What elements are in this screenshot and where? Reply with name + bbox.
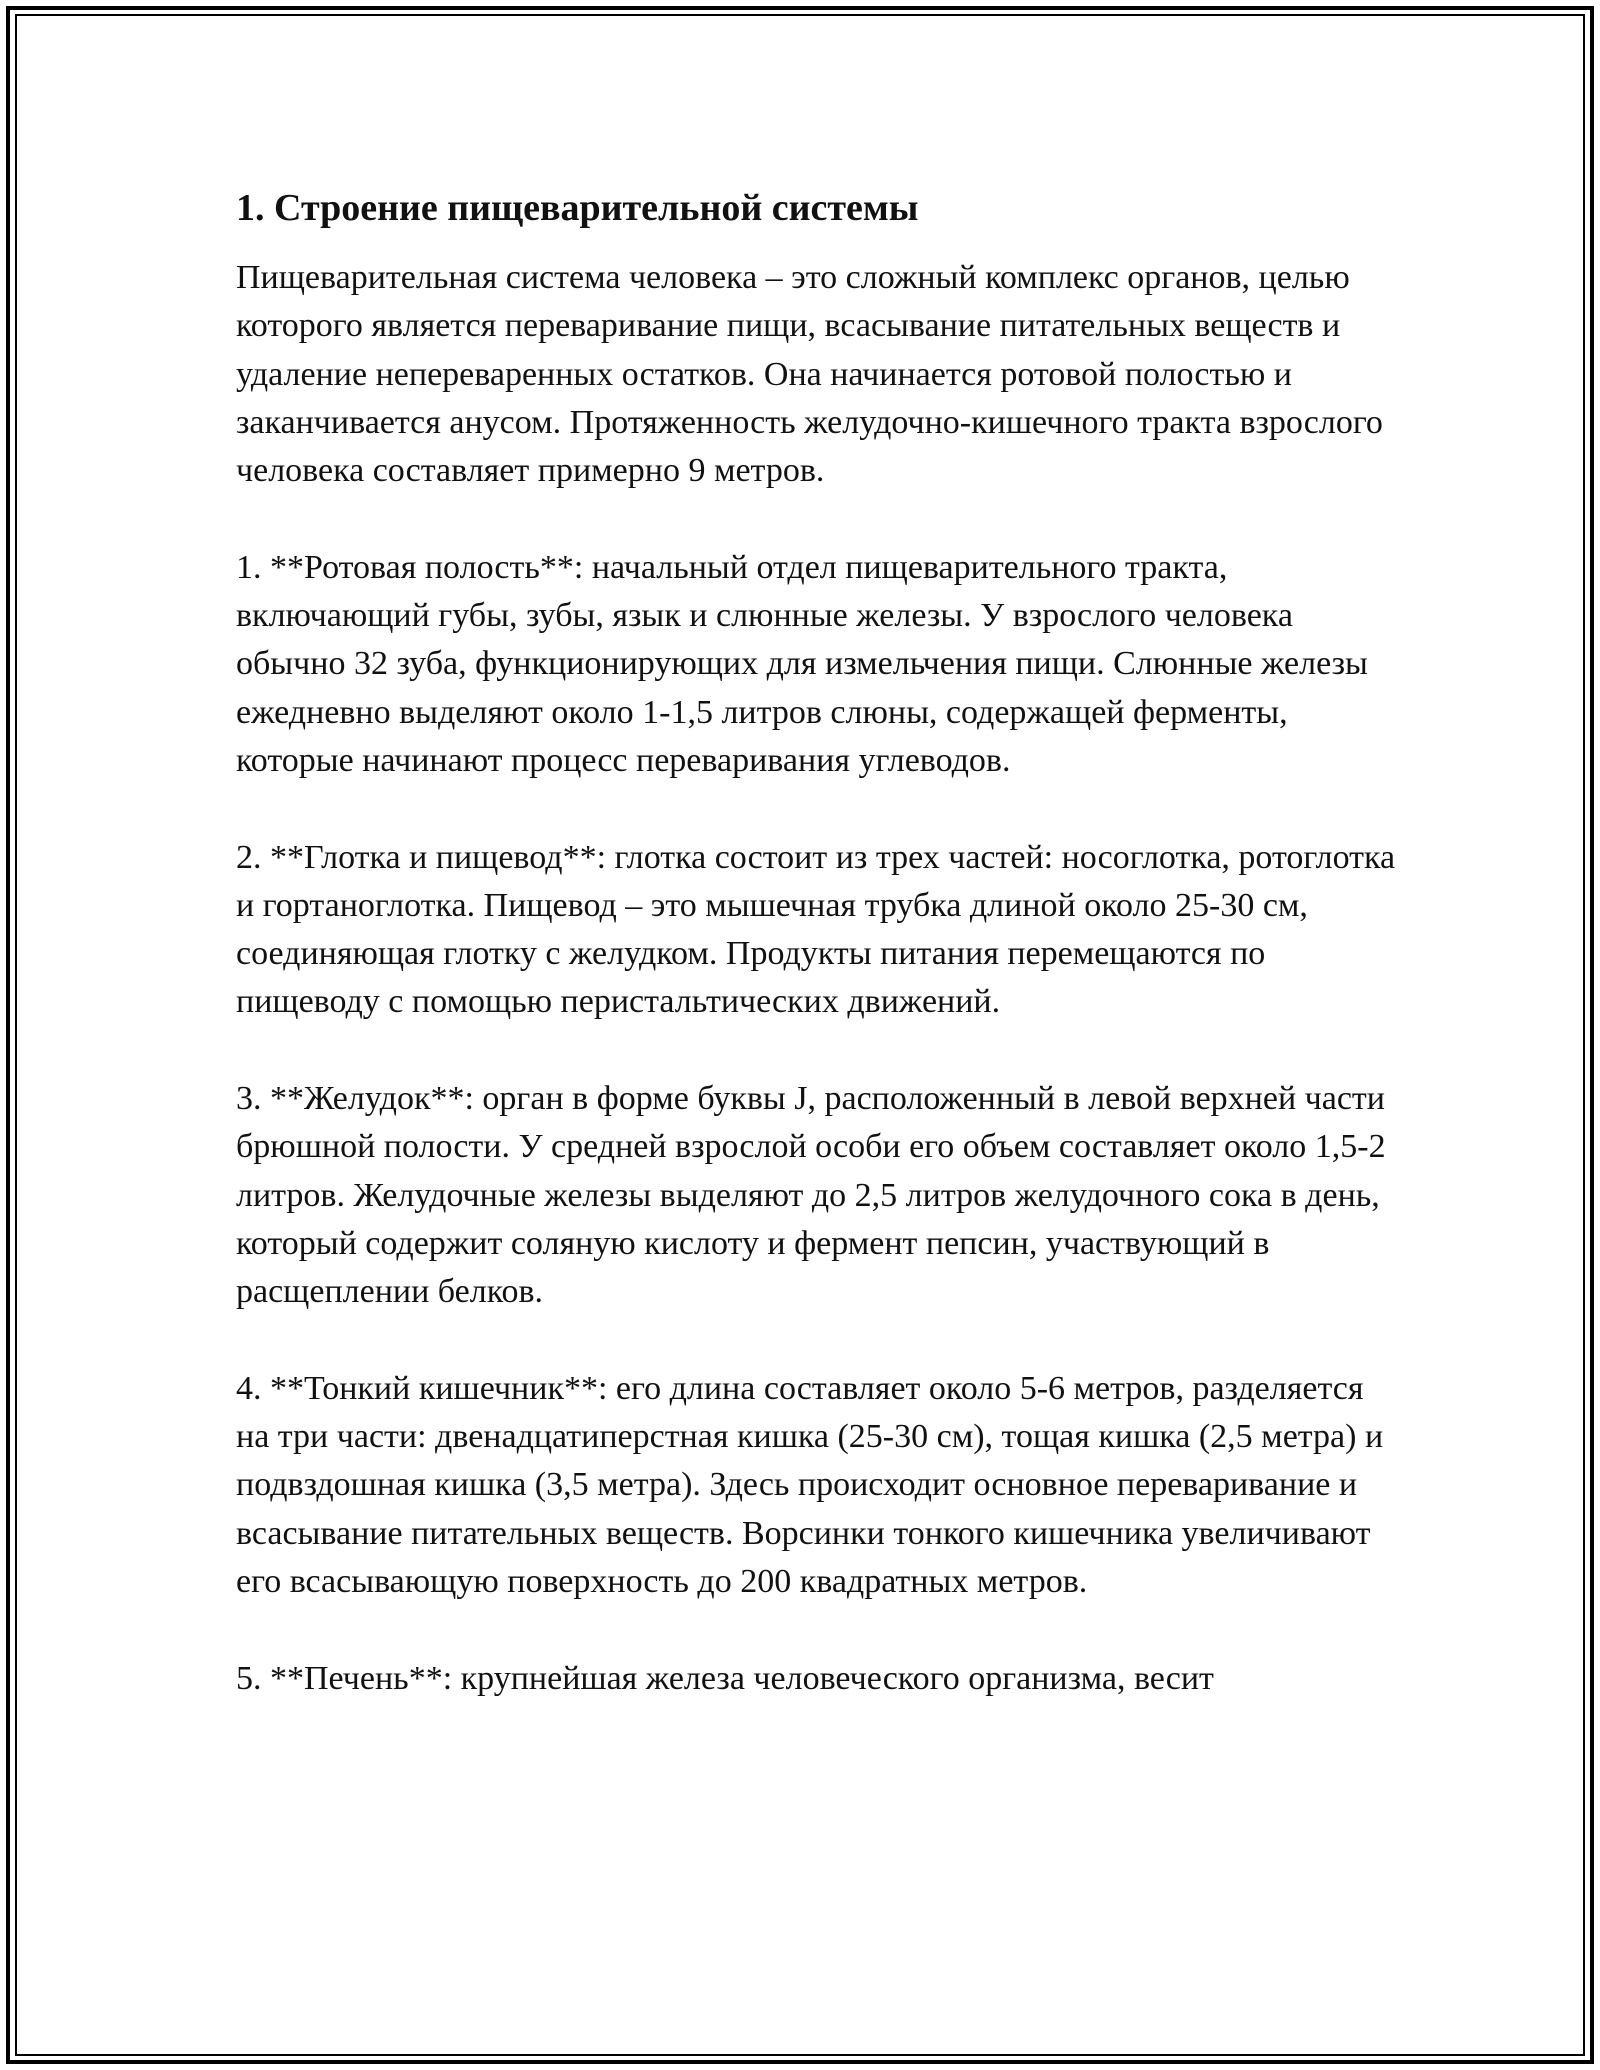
paragraph-pharynx-esophagus: 2. **Глотка и пищевод**: глотка состоит из трех частей: носоглотка, ротоглотка и гортаноглотка. Пищевод – это мышечная трубка длиной около 25-30 см, соединяющая глотку с желудком. Продукты питания перемещаются по пищеводу с помощью перистальтических движений. [236, 838, 1396, 1021]
paragraph-stomach: 3. **Желудок**: орган в форме буквы J, расположенный в левой верхней части брюшной полости. У средней взрослой особи его объем составляет около 1,5-2 литров. Желудочные железы выделяют до 2,5 литров желудочного сока в день, который содержит соляную кислоту и фермент пепсин, участвующий в расщеплении белков. [236, 1080, 1386, 1311]
paragraph-liver: 5. **Печень**: крупнейшая железа человеческого организма, весит [236, 1659, 1214, 1697]
intro-paragraph: Пищеварительная система человека – это сложный комплекс органов, целью которого является переваривание пищи, всасывание питательных веществ и удаление непереваренных остатков. Она начинается ротовой полостью и заканчивается анусом. Протяженность желудочно-кишечного тракта взрослого человека составляет примерно 9 метров. [236, 259, 1383, 490]
document-body [236, 184, 1396, 1703]
paragraph-small-intestine: 4. **Тонкий кишечник**: его длина составляет около 5-6 метров, разделяется на три части: двенадцатиперстная кишка (25-30 см), тощая кишка (2,5 метра) и подвздошная кишка (3,5 метра). Здесь происходит основное переваривание и всасывание питательных веществ. Ворсинки тонкого кишечника увеличивают его всасывающую поверхность до 200 квадратных метров. [236, 1369, 1384, 1601]
paragraph-oral-cavity: 1. **Ротовая полость**: начальный отдел пищеварительного тракта, включающий губы, зубы, язык и слюнные железы. У взрослого человека обычно 32 зуба, функционирующих для измельчения пищи. Слюнные железы ежедневно выделяют около 1-1,5 литров слюны, содержащей ферменты, которые начинают процесс переваривания углеводов. [236, 548, 1368, 779]
section-heading: 1. Строение пищеварительной системы [236, 187, 919, 229]
